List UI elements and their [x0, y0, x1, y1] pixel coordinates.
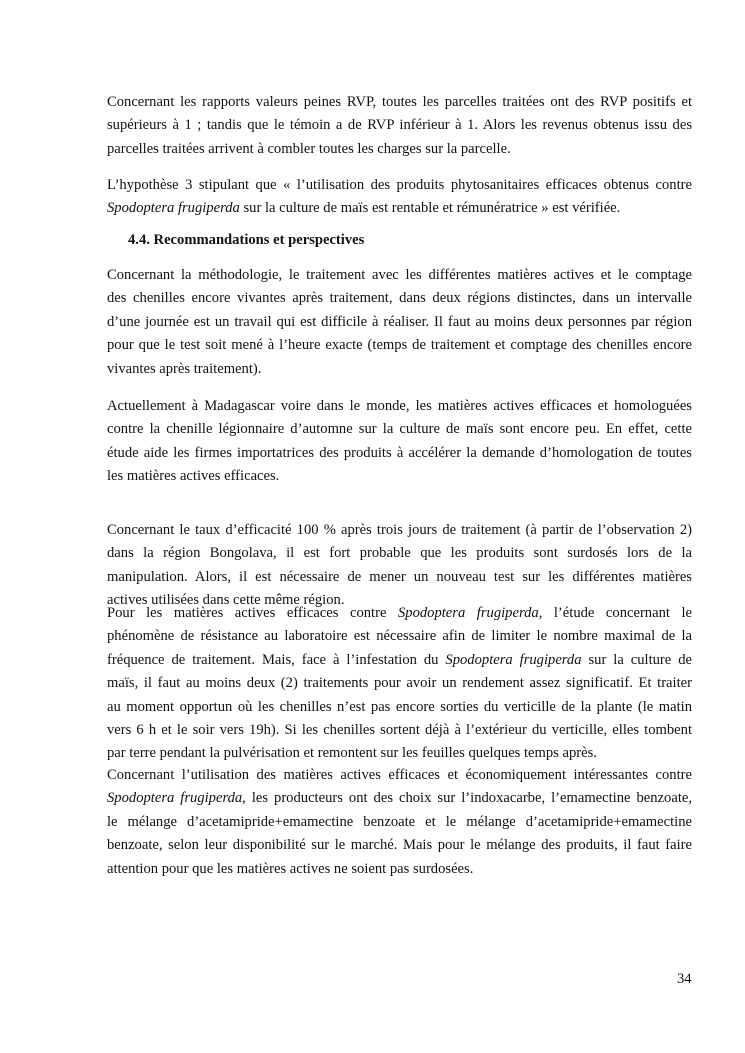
text-line	[107, 811, 692, 834]
paragraph	[107, 602, 692, 766]
text-segment: , l’étude concernant le	[538, 605, 692, 621]
text-segment: supérieurs à 1 ; tandis que le témoin a de RVP inférieur à 1. Alors les revenus obtenus issu des	[107, 117, 692, 134]
text-line	[107, 519, 692, 542]
text-segment: actives utilisées dans cette même région.	[107, 592, 345, 609]
text-line	[107, 311, 692, 334]
text-segment: d’une journée est un travail qui est difficile à réaliser. Il faut au moins deux personnes par région	[107, 313, 692, 330]
text-line	[107, 542, 692, 565]
text-segment: sur la culture de	[581, 651, 692, 668]
text-segment: Concernant les rapports valeurs peines RVP, toutes les parcelles traitées ont des RVP positifs et	[107, 94, 692, 110]
text-segment: Pour les matières actives efficaces contre	[107, 605, 398, 621]
text-line	[107, 719, 692, 742]
text-line	[107, 742, 692, 765]
text-line	[107, 764, 692, 787]
italic-species-name: Spodoptera frugiperda	[107, 200, 240, 217]
text-segment: sur la culture de maïs est rentable et rémunératrice » est vérifiée.	[239, 200, 621, 217]
paragraph	[107, 764, 692, 881]
text-line	[107, 264, 692, 287]
italic-species-name: Spodoptera frugiperda	[397, 605, 539, 621]
italic-species-name: Spodoptera frugiperda	[107, 790, 243, 807]
paragraph	[107, 91, 692, 161]
text-segment: Concernant le taux d’efficacité 100 % après trois jours de traitement (à partir de l’observation 2)	[107, 522, 692, 538]
text-line	[107, 395, 692, 418]
text-segment: attention pour que les matières actives ne soient pas surdosées.	[107, 860, 474, 877]
text-segment: , les producteurs ont des choix sur l’indoxacarbe, l’emamectine benzoate,	[242, 790, 692, 807]
text-segment: Actuellement à Madagascar voire dans le monde, les matières actives efficaces et homologuées	[107, 398, 692, 414]
page-number: 34	[677, 971, 692, 987]
italic-species-name: Spodoptera frugiperda	[445, 651, 582, 668]
text-line	[107, 834, 692, 857]
text-segment: L’hypothèse 3 stipulant que « l’utilisation des produits phytosanitaires efficaces obtenus contre	[107, 177, 692, 193]
text-line	[107, 696, 692, 719]
text-line	[107, 672, 692, 695]
text-segment: des chenilles encore vivantes après traitement, dans deux régions distinctes, dans un intervalle	[107, 290, 692, 307]
text-segment: dans la région Bongolava, il est fort probable que les produits sont surdosés lors de la	[107, 545, 692, 562]
text-segment: au moment opportun où les chenilles n’est pas encore sorties du verticille de la plante (le matin	[107, 698, 692, 715]
paragraph	[107, 519, 692, 613]
text-line	[107, 625, 692, 648]
text-segment: contre la chenille légionnaire d’automne sur la culture de maïs sont encore peu. En effet, cette	[107, 421, 692, 438]
text-segment: Concernant la méthodologie, le traitement avec les différentes matières actives et le comptage	[107, 267, 692, 283]
text-segment: le mélange d’acetamipride+emamectine benzoate et le mélange d’acetamipride+emamectine	[107, 813, 692, 830]
text-segment: vivantes après traitement).	[107, 360, 262, 377]
text-line	[107, 465, 692, 488]
text-line	[107, 649, 692, 672]
text-segment: fréquence de traitement. Mais, face à l’infestation du	[107, 651, 446, 668]
text-line	[107, 566, 692, 589]
text-line	[107, 418, 692, 441]
text-segment: 4.4. Recommandations et perspectives	[128, 232, 365, 248]
text-line	[107, 287, 692, 310]
text-segment: Concernant l’utilisation des matières actives efficaces et économiquement intéressantes contre	[107, 767, 692, 783]
text-line	[107, 114, 692, 137]
text-line	[107, 174, 692, 197]
text-line	[107, 602, 692, 625]
text-segment: parcelles traitées arrivent à combler toutes les charges sur la parcelle.	[107, 140, 511, 157]
text-line	[107, 442, 692, 465]
section-heading	[128, 229, 713, 252]
paragraph	[107, 264, 692, 381]
text-line	[107, 787, 692, 810]
text-segment: phénomène de résistance au laboratoire est nécessaire afin de limiter le nombre maximal de la	[107, 628, 692, 645]
text-line	[128, 229, 713, 252]
text-line	[107, 197, 692, 220]
text-segment: étude aide les firmes importatrices des produits à accélérer la demande d’homologation de toutes	[107, 444, 692, 461]
text-segment: manipulation. Alors, il est nécessaire de mener un nouveau test sur les différentes matières	[107, 568, 692, 585]
paragraph	[107, 174, 692, 221]
text-segment: benzoate, selon leur disponibilité sur le marché. Mais pour le mélange des produits, il faut faire	[107, 837, 692, 854]
text-segment: par terre pendant la pulvérisation et remontent sur les feuilles quelques temps après.	[107, 745, 597, 762]
text-segment: pour que le test soit mené à l’heure exacte (temps de traitement et comptage des chenilles encore	[107, 337, 692, 354]
text-segment: les matières actives efficaces.	[107, 468, 280, 485]
text-line	[107, 138, 692, 161]
text-line	[107, 858, 692, 881]
text-segment: vers 6 h et le soir vers 19h). Si les chenilles sortent déjà à l’extérieur du verticille, elles tombent	[107, 721, 692, 738]
paragraph	[107, 395, 692, 489]
text-line	[107, 91, 692, 114]
text-segment: maïs, il faut au moins deux (2) traitements pour avoir un rendement assez significatif. Et traiter	[107, 675, 692, 692]
text-line	[107, 334, 692, 357]
text-line	[107, 358, 692, 381]
